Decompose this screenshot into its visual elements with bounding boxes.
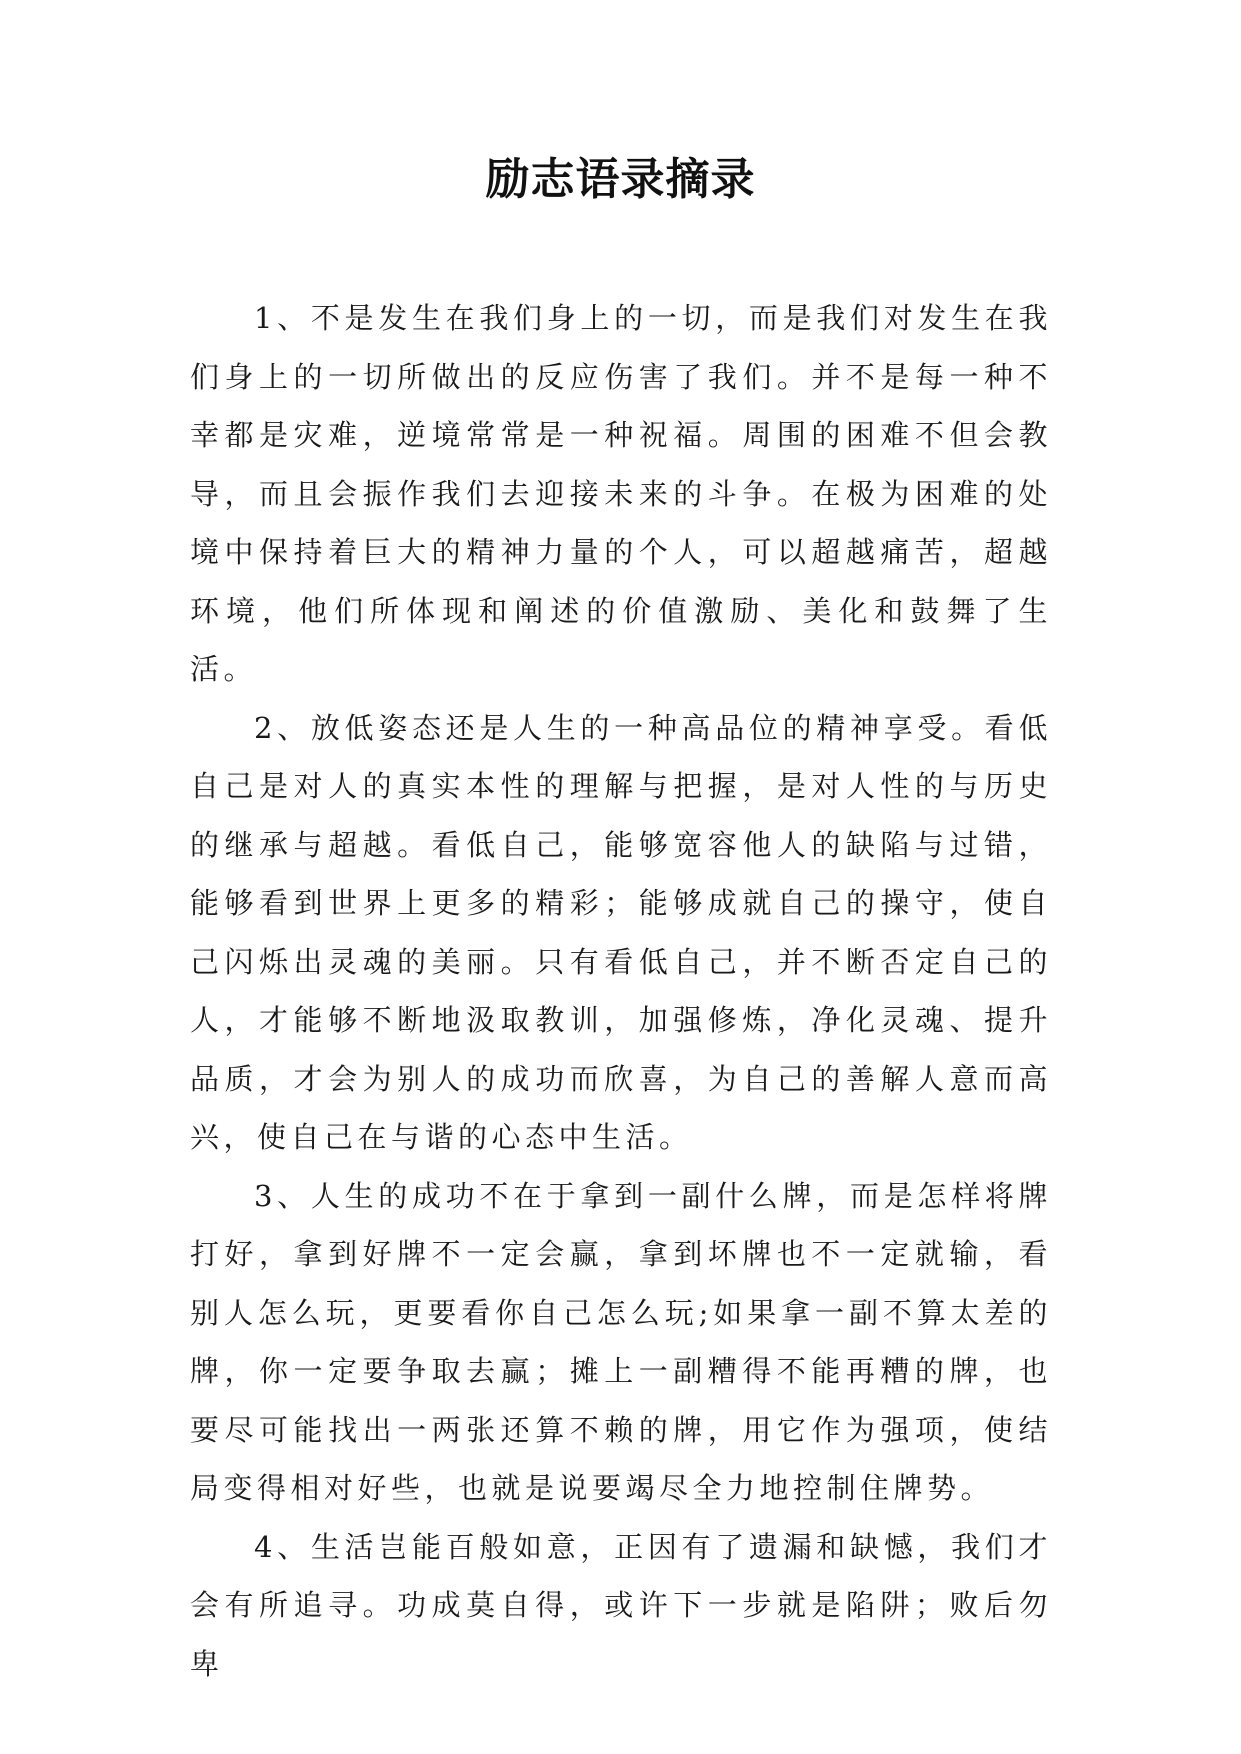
paragraph-4: 4、生活岂能百般如意，正因有了遗漏和缺憾，我们才会有所追寻。功成莫自得，或许下一步就是陷阱；败后勿卑 — [190, 1529, 1052, 1681]
paragraph-1: 1、不是发生在我们身上的一切，而是我们对发生在我们身上的一切所做出的反应伤害了我们。并不是每一种不幸都是灾难，逆境常常是一种祝福。周围的困难不但会教导，而且会振作我们去迎接未来的斗争。在极为困难的处境中保持着巨大的精神力量的个人，可以超越痛苦，超越环境，他们所体现和阐述的价值激励、美化和鼓舞了生活。 — [190, 301, 1052, 686]
document-title: 励志语录摘录 — [485, 154, 756, 205]
paragraph-3: 3、人生的成功不在于拿到一副什么牌，而是怎样将牌打好，拿到好牌不一定会赢，拿到坏牌也不一定就输，看别人怎么玩，更要看你自己怎么玩;如果拿一副不算太差的牌，你一定要争取去赢；摊上一副糟得不能再糟的牌，也要尽可能找出一两张还算不赖的牌，用它作为强项，使结局变得相对好些，也就是说要竭尽全力地控制住牌势。 — [190, 1178, 1052, 1505]
paragraph-2: 2、放低姿态还是人生的一种高品位的精神享受。看低自己是对人的真实本性的理解与把握，是对人性的与历史的继承与超越。看低自己，能够宽容他人的缺陷与过错，能够看到世界上更多的精彩；能够成就自己的操守，使自己闪烁出灵魂的美丽。只有看低自己，并不断否定自己的人，才能够不断地汲取教训，加强修炼，净化灵魂、提升品质，才会为别人的成功而欣喜，为自己的善解人意而高兴，使自己在与谐的心态中生活。 — [190, 710, 1052, 1154]
document-body — [190, 289, 1052, 1693]
